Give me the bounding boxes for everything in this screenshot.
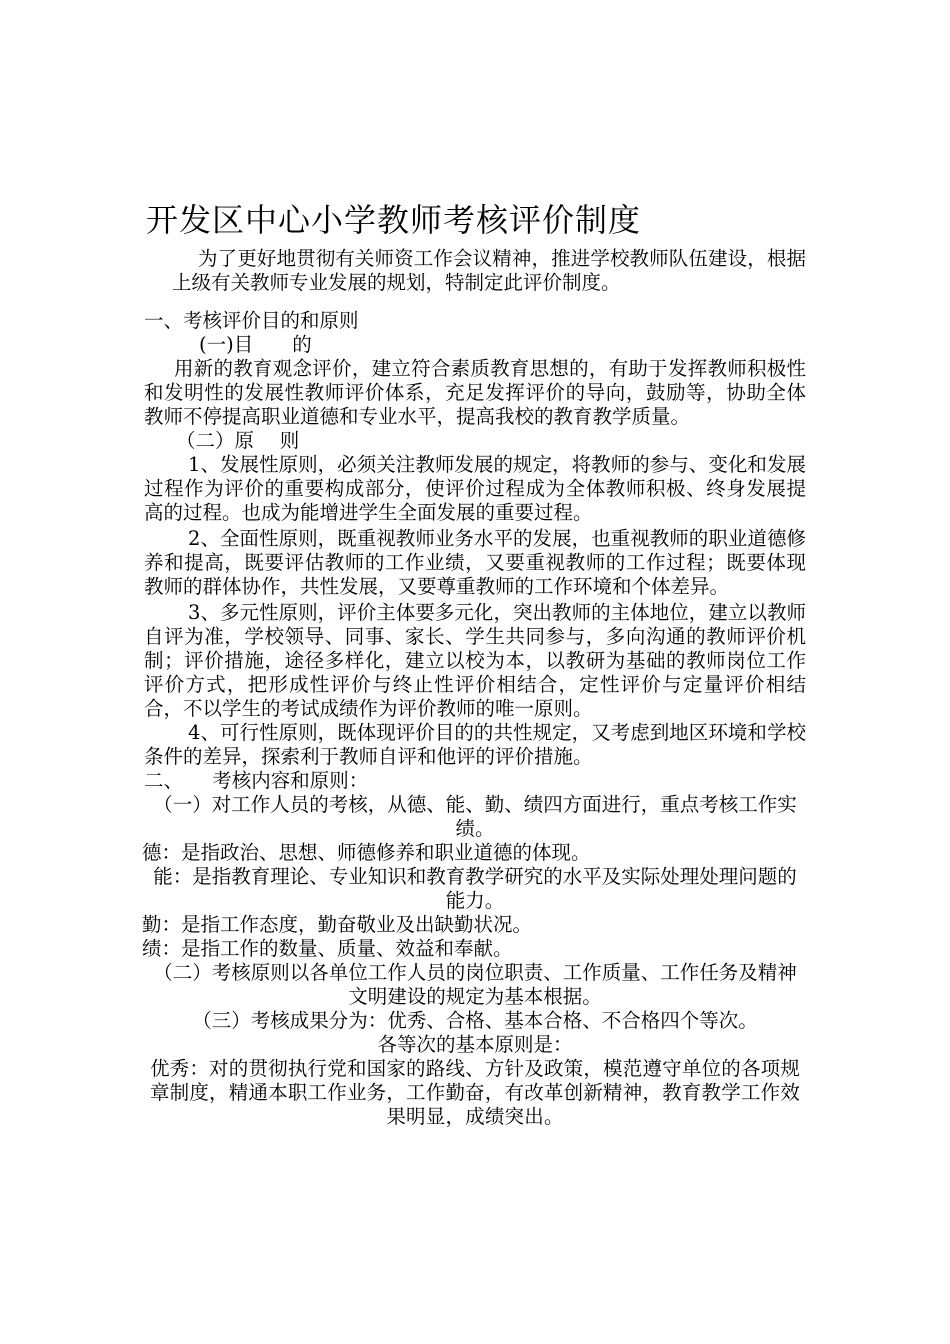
levels-heading: 各等次的基本原则是： [377,1033,573,1056]
section-1-heading: 一、考核评价目的和原则 [144,309,359,332]
assessment-item-1: （一）对工作人员的考核，从德、能、勤、绩四方面进行，重点考核工作实绩。 [153,793,797,840]
assessment-item-3: （三）考核成果分为：优秀、合格、基本合格、不合格四个等次。 [192,1009,758,1032]
definition-neng: 能：是指教育理论、专业知识和教育教学研究的水平及实际处理处理问题的能力。 [153,865,797,912]
assessment-item-2: （二）考核原则以各单位工作人员的岗位职责、工作质量、工作任务及精神文明建设的规定为基本根据。 [153,961,797,1008]
principle-4: 4、可行性原则，既体现评价目的的共性规定，又考虑到地区环境和学校条件的差异，探索利于教师自评和他评的评价措施。 [144,721,806,768]
document-title: 开发区中心小学教师考核评价制度 [146,201,642,239]
definition-de: 德：是指政治、思想、师德修养和职业道德的体现。 [142,841,591,864]
excellent-standard: 优秀：对的贯彻执行党和国家的路线、方针及政策，模范遵守单位的各项规章制度，精通本职工作业务，工作勤奋，有改革创新精神，教育教学工作效果明显，成绩突出。 [149,1057,801,1128]
principle-3: 3、多元性原则，评价主体要多元化，突出教师的主体地位，建立以教师自评为准，学校领导、同事、家长、学生共同参与，多向沟通的教师评价机制；评价措施，途径多样化，建立以校为本，以教研为基础的教师岗位工作评价方式，把形成性评价与终止性评价相结合，定性评价与定量评价相结合，不以学生的考试成绩作为评价教师的唯一原则。 [144,601,806,720]
principle-1: 1、发展性原则，必须关注教师发展的规定，将教师的参与、变化和发展过程作为评价的重要构成部分，使评价过程成为全体教师积极、终身发展提高的过程。也成为能增进学生全面发展的重要过程。 [144,453,806,524]
definition-qin: 勤：是指工作态度，勤奋敬业及出缺勤状况。 [142,913,533,936]
principle-heading: （二）原 则 [176,429,300,452]
purpose-heading: (一)目 的 [199,333,312,356]
definition-ji: 绩：是指工作的数量、质量、效益和奉献。 [142,937,513,960]
section-2-heading: 二、 考核内容和原则： [144,769,369,792]
intro-paragraph: 为了更好地贯彻有关师资工作会议精神，推进学校教师队伍建设，根据上级有关教师专业发展的规划，特制定此评价制度。 [172,247,806,294]
principle-2: 2、全面性原则，既重视教师业务水平的发展，也重视教师的职业道德修养和提高，既要评估教师的工作业绩，又要重视教师的工作过程；既要体现教师的群体协作，共性发展，又要尊重教师的工作环境和个体差异。 [144,527,806,598]
document-body [144,247,806,1129]
purpose-paragraph: 用新的教育观念评价，建立符合素质教育思想的，有助于发挥教师积极性和发明性的发展性教师评价体系，充足发挥评价的导向，鼓励等，协助全体教师不停提高职业道德和专业水平，提高我校的教育教学质量。 [144,357,806,428]
